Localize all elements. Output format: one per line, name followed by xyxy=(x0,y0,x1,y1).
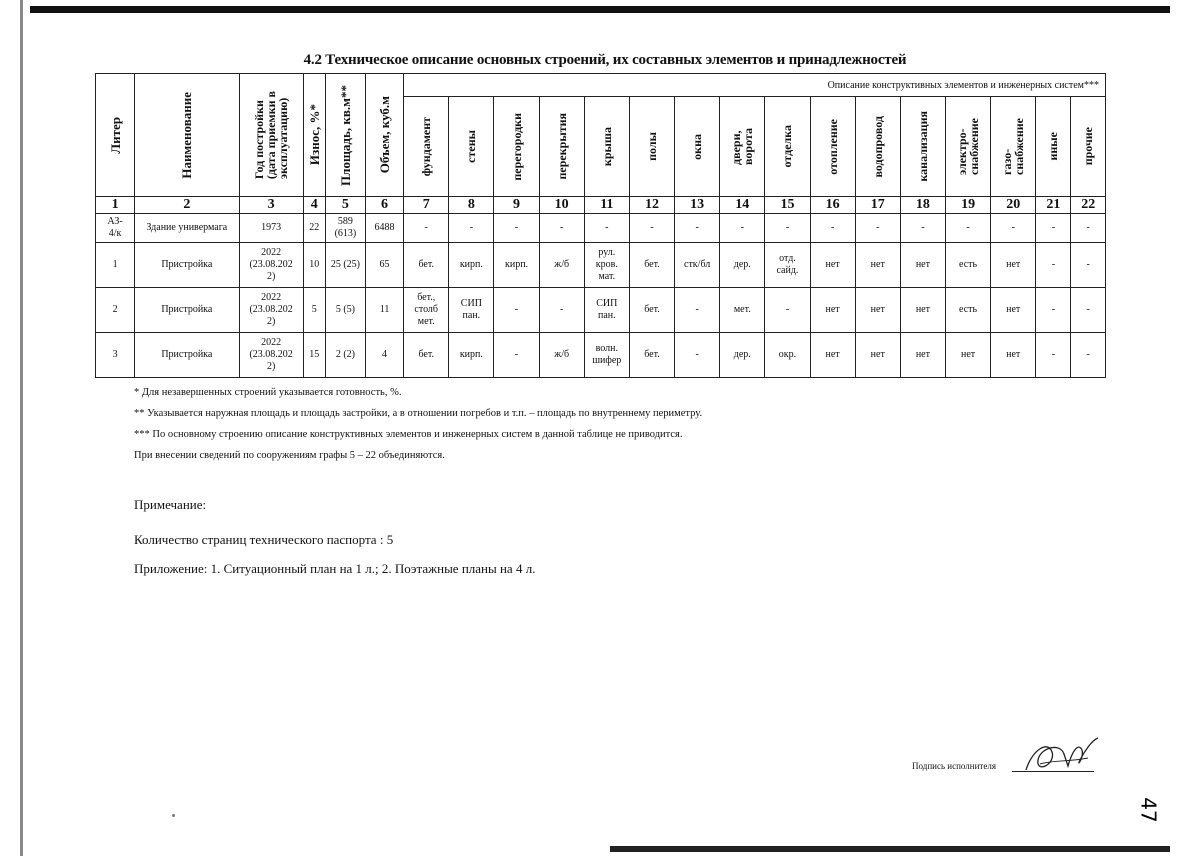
table-cell: Здание универмага xyxy=(135,214,239,243)
col-header-label: отопление xyxy=(825,118,840,175)
table-cell: отд. сайд. xyxy=(765,243,810,288)
col-header-label: Износ, %* xyxy=(306,104,322,166)
group-header: Описание конструктивных элементов и инженерных систем*** xyxy=(404,74,1106,97)
col-header-14 xyxy=(720,97,765,197)
col-header-9 xyxy=(494,97,539,197)
table-cell: мет. xyxy=(720,288,765,333)
table-row xyxy=(96,214,1106,243)
table-cell: - xyxy=(765,214,810,243)
table-cell: 15 xyxy=(303,333,325,378)
table-cell: - xyxy=(1071,243,1106,288)
col-header-label: Объем, куб.м xyxy=(377,96,393,174)
column-number: 9 xyxy=(494,197,539,214)
table-cell: стк/бл xyxy=(675,243,720,288)
table-cell: СИП пан. xyxy=(449,288,494,333)
table-cell: - xyxy=(855,214,900,243)
col-header-label: канализация xyxy=(915,111,930,182)
table-cell: кирп. xyxy=(494,243,539,288)
table-cell: - xyxy=(1036,243,1071,288)
column-number-row xyxy=(96,197,1106,214)
table-cell: Пристройка xyxy=(135,288,239,333)
col-header-8 xyxy=(449,97,494,197)
table-cell: - xyxy=(449,214,494,243)
column-number: 1 xyxy=(96,197,135,214)
col-header-5 xyxy=(325,74,365,197)
table-cell: ж/б xyxy=(539,333,584,378)
appendix-text: Приложение: 1. Ситуационный план на 1 л.; 2. Поэтажные планы на 4 л. xyxy=(134,561,536,576)
header-row-top xyxy=(96,74,1106,97)
table-cell: бет. xyxy=(629,288,674,333)
table-cell: 2 (2) xyxy=(325,333,365,378)
svg-text:47: 47 xyxy=(1136,797,1161,823)
table-cell: 4 xyxy=(365,333,403,378)
column-number: 16 xyxy=(810,197,855,214)
column-number: 8 xyxy=(449,197,494,214)
table-cell: - xyxy=(675,288,720,333)
col-header-label: окна xyxy=(690,133,705,160)
col-header-label: Год постройки (дата приемки в эксплуатацию) xyxy=(252,90,291,180)
column-number: 12 xyxy=(629,197,674,214)
col-header-22 xyxy=(1071,97,1106,197)
col-header-13 xyxy=(675,97,720,197)
table-cell: - xyxy=(494,214,539,243)
footnote-3: *** По основному строению описание конструктивных элементов и инженерных систем в данной таблице не приводится. xyxy=(134,429,683,440)
col-header-label: двери, ворота xyxy=(729,128,756,165)
table-cell: 65 xyxy=(365,243,403,288)
table-cell: дер. xyxy=(720,333,765,378)
col-header-label: фундамент xyxy=(419,116,434,177)
col-header-18 xyxy=(900,97,945,197)
col-header-12 xyxy=(629,97,674,197)
table-cell: 2022 (23.08.202 2) xyxy=(239,333,303,378)
column-number: 14 xyxy=(720,197,765,214)
col-header-11 xyxy=(584,97,629,197)
table-cell: Пристройка xyxy=(135,243,239,288)
column-number: 10 xyxy=(539,197,584,214)
table-cell: нет xyxy=(855,288,900,333)
table-cell: - xyxy=(1071,214,1106,243)
scan-speck xyxy=(172,814,175,817)
col-header-label: крыша xyxy=(599,126,614,167)
table-cell: 1973 xyxy=(239,214,303,243)
table-cell: - xyxy=(1071,333,1106,378)
footnote-2: ** Указывается наружная площадь и площадь застройки, а в отношении погребов и т.п. – площадь по внутреннему периметру. xyxy=(134,408,703,419)
col-header-label: Литер xyxy=(107,116,123,154)
table-cell: - xyxy=(404,214,449,243)
table-cell: бет., столб мет. xyxy=(404,288,449,333)
col-header-label: Площадь, кв.м** xyxy=(337,84,353,186)
col-header-label: прочие xyxy=(1081,127,1096,166)
table-row xyxy=(96,243,1106,288)
table-cell: - xyxy=(900,214,945,243)
column-number: 4 xyxy=(303,197,325,214)
table-cell: - xyxy=(1036,333,1071,378)
col-header-label: перегородки xyxy=(509,112,524,181)
scan-top-edge xyxy=(30,6,1170,13)
table-cell: - xyxy=(675,214,720,243)
table-cell: - xyxy=(675,333,720,378)
column-number: 3 xyxy=(239,197,303,214)
table-cell: волн. шифер xyxy=(584,333,629,378)
table-cell: есть xyxy=(946,243,991,288)
table-cell: нет xyxy=(946,333,991,378)
table-cell: СИП пан. xyxy=(584,288,629,333)
note-label: Примечание: xyxy=(134,497,207,512)
table-cell: - xyxy=(991,214,1036,243)
table-cell: бет. xyxy=(629,333,674,378)
col-header-1 xyxy=(96,74,135,197)
column-number: 11 xyxy=(584,197,629,214)
table-row xyxy=(96,333,1106,378)
table-cell: 11 xyxy=(365,288,403,333)
table-cell: АЗ- 4/к xyxy=(96,214,135,243)
document-title: 4.2 Техническое описание основных строений, их составных элементов и принадлежностей xyxy=(303,52,907,68)
table-cell: нет xyxy=(900,243,945,288)
table-cell: - xyxy=(629,214,674,243)
table-cell: - xyxy=(539,288,584,333)
table-cell: - xyxy=(584,214,629,243)
table-cell: 5 (5) xyxy=(325,288,365,333)
table-cell: - xyxy=(494,288,539,333)
col-header-label: электро- снабжение xyxy=(955,118,982,175)
column-number: 2 xyxy=(135,197,239,214)
col-header-7 xyxy=(404,97,449,197)
table-cell: 2022 (23.08.202 2) xyxy=(239,243,303,288)
table-cell: - xyxy=(539,214,584,243)
column-number: 17 xyxy=(855,197,900,214)
table-cell: - xyxy=(1071,288,1106,333)
col-header-label: водопровод xyxy=(870,115,885,178)
table-cell: 2022 (23.08.202 2) xyxy=(239,288,303,333)
col-header-21 xyxy=(1036,97,1071,197)
table-cell: - xyxy=(494,333,539,378)
table-cell: - xyxy=(810,214,855,243)
page-number-handwritten xyxy=(1127,790,1167,830)
table-cell: кирп. xyxy=(449,243,494,288)
footnote-1: * Для незавершенных строений указывается готовность, %. xyxy=(134,387,402,398)
col-header-16 xyxy=(810,97,855,197)
col-header-label: газо- снабжение xyxy=(1000,118,1027,175)
table-cell: - xyxy=(1036,288,1071,333)
signature-scribble xyxy=(1018,730,1103,780)
table-cell: 2 xyxy=(96,288,135,333)
signature-label: Подпись исполнителя xyxy=(912,761,996,771)
table-cell: 589 (613) xyxy=(325,214,365,243)
table-cell: дер. xyxy=(720,243,765,288)
table-cell: ж/б xyxy=(539,243,584,288)
table-cell: бет. xyxy=(404,243,449,288)
col-header-label: стены xyxy=(464,130,479,163)
col-header-3 xyxy=(239,74,303,197)
table-cell: 6488 xyxy=(365,214,403,243)
col-header-19 xyxy=(946,97,991,197)
column-number: 6 xyxy=(365,197,403,214)
column-number: 18 xyxy=(900,197,945,214)
table-cell: - xyxy=(946,214,991,243)
column-number: 19 xyxy=(946,197,991,214)
col-header-4 xyxy=(303,74,325,197)
table-cell: бет. xyxy=(629,243,674,288)
column-number: 15 xyxy=(765,197,810,214)
table-cell: 3 xyxy=(96,333,135,378)
table-cell: нет xyxy=(991,288,1036,333)
col-header-6 xyxy=(365,74,403,197)
table-cell: 10 xyxy=(303,243,325,288)
table-cell: 22 xyxy=(303,214,325,243)
table-cell: нет xyxy=(991,243,1036,288)
col-header-10 xyxy=(539,97,584,197)
column-number: 13 xyxy=(675,197,720,214)
table-cell: - xyxy=(765,288,810,333)
pages-count-text: Количество страниц технического паспорта : 5 xyxy=(134,532,394,547)
table-cell: 25 (25) xyxy=(325,243,365,288)
col-header-17 xyxy=(855,97,900,197)
col-header-label: перекрытия xyxy=(554,113,569,180)
table-cell: нет xyxy=(900,288,945,333)
table-cell: Пристройка xyxy=(135,333,239,378)
col-header-20 xyxy=(991,97,1036,197)
table-cell: нет xyxy=(991,333,1036,378)
column-number: 20 xyxy=(991,197,1036,214)
table-cell: нет xyxy=(900,333,945,378)
table-cell: 1 xyxy=(96,243,135,288)
column-number: 5 xyxy=(325,197,365,214)
col-header-2 xyxy=(135,74,239,197)
col-header-label: отделка xyxy=(780,125,795,168)
table-cell: рул. кров. мат. xyxy=(584,243,629,288)
table-cell: - xyxy=(720,214,765,243)
table-cell: - xyxy=(1036,214,1071,243)
col-header-label: Наименование xyxy=(179,91,195,179)
buildings-table xyxy=(95,73,1106,378)
col-header-15 xyxy=(765,97,810,197)
table-cell: окр. xyxy=(765,333,810,378)
table-cell: нет xyxy=(810,333,855,378)
table-cell: 5 xyxy=(303,288,325,333)
column-number: 21 xyxy=(1036,197,1071,214)
table-row xyxy=(96,288,1106,333)
table-cell: нет xyxy=(810,288,855,333)
table-cell: нет xyxy=(855,243,900,288)
col-header-label: полы xyxy=(644,132,659,161)
scan-left-edge xyxy=(20,0,23,856)
footnote-4: При внесении сведений по сооружениям графы 5 – 22 объединяются. xyxy=(134,450,445,461)
footnotes xyxy=(134,382,1034,466)
table-cell: нет xyxy=(810,243,855,288)
column-number: 7 xyxy=(404,197,449,214)
table-cell: есть xyxy=(946,288,991,333)
scan-bottom-edge xyxy=(610,846,1170,852)
table-cell: нет xyxy=(855,333,900,378)
col-header-label: иные xyxy=(1046,132,1061,161)
table-cell: бет. xyxy=(404,333,449,378)
column-number: 22 xyxy=(1071,197,1106,214)
table-cell: кирп. xyxy=(449,333,494,378)
